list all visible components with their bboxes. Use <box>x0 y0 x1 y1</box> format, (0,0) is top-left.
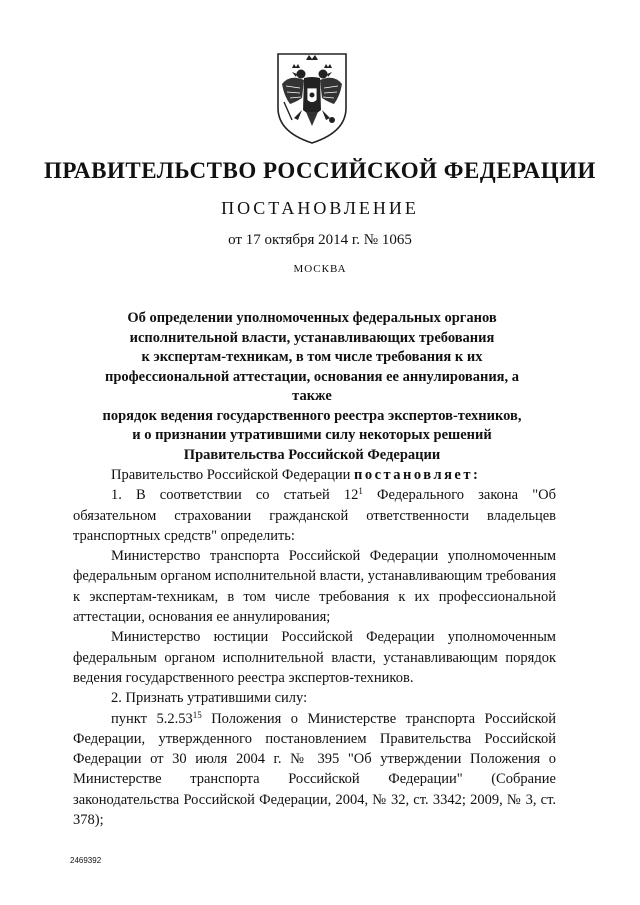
document-city: МОСКВА <box>293 263 347 275</box>
heading-line: профессиональной аттестации, основания ее аннулирования, а также <box>104 368 520 404</box>
paragraph-5 <box>73 709 556 831</box>
heading-line: и о признании утратившими силу некоторых решений <box>132 427 492 443</box>
paragraph-1 <box>73 485 556 546</box>
heading-line: Об определении уполномоченных федеральных органов <box>127 310 497 326</box>
heading-line: к экспертам-техникам, в том числе требования к их <box>141 349 483 365</box>
p1-text-start: 1. В соответствии со статьей 12 <box>111 487 359 504</box>
intro-paragraph <box>73 465 556 485</box>
document-body <box>73 465 556 830</box>
government-title: ПРАВИТЕЛЬСТВО РОССИЙСКОЙ ФЕДЕРАЦИИ <box>44 158 596 183</box>
document-heading <box>100 309 524 465</box>
document-date-number: от 17 октября 2014 г. № 1065 <box>228 232 412 248</box>
paragraph-3: Министерство юстиции Российской Федерации уполномоченным федеральным органом исполнительной власти, устанавливающим порядок ведения государственного реестра экспертов-техников. <box>73 629 556 686</box>
heading-line: порядок ведения государственного реестра экспертов-техников, <box>102 407 522 424</box>
decree-verb: постановляет: <box>353 467 481 483</box>
document-type: ПОСТАНОВЛЕНИЕ <box>221 198 419 218</box>
coat-of-arms-icon <box>272 50 352 146</box>
p1-text-end: Федерального закона "Об обязательном страховании гражданской ответственности владельцев транспортных средств" определить: <box>73 487 556 544</box>
p1-superscript: 1 <box>358 486 363 497</box>
heading-line: Правительства Российской Федерации <box>183 446 441 463</box>
paragraph-4: 2. Признать утратившими силу: <box>111 690 308 707</box>
p5-superscript: 15 <box>192 709 202 720</box>
heading-line: исполнительной власти, устанавливающих требования <box>129 329 495 346</box>
footer-code: 2469392 <box>70 856 102 865</box>
p5-text-end: Положения о Министерстве транспорта Российской Федерации, утвержденного постановлением Правительства Российской Федерации от 30 июля 2004 г. № 395 "Об утверждении Положения о Министерстве транспорта Российской Федерации" (Собрание законодательства Российской Федерации, 2004, № 32, ст. 3342; 2009, № 3, ст. 378); <box>73 710 556 829</box>
paragraph-2: Министерство транспорта Российской Федерации уполномоченным федеральным органом исполнительной власти, устанавливающим требования к экспертам-техникам, в том числе требования к их профессиональной аттестации, основания ее аннулирования; <box>73 548 556 626</box>
intro-prefix: Правительство Российской Федерации <box>111 467 354 483</box>
p5-text-start: пункт 5.2.53 <box>111 710 193 727</box>
